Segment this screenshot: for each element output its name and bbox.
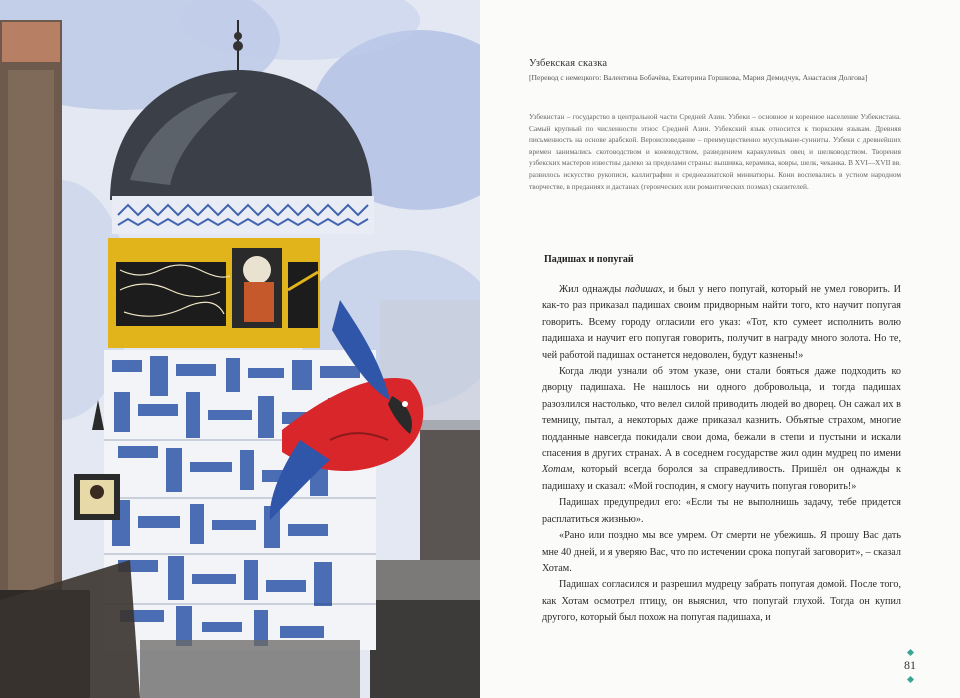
page-number: 81 (904, 658, 916, 672)
story-paragraph-4: «Рано или поздно мы все умрем. От смерти не убежишь. Я прошу Вас дать мне 40 дней, и я уверяю Вас, что по истечении срока попугай заговорит», – сказал Хотам. (542, 530, 901, 574)
story-paragraph-3: Падишах предупредил его: «Если ты не выполнишь задачу, тебе придется расплатиться жизнью». (542, 497, 901, 525)
translation-credit: [Перевод с немецкого: Валентина Бобачёва, Екатерина Горшкова, Мария Демидчук, Анастасия Долгова] (529, 73, 868, 82)
story-paragraph-5: Падишах согласился и разрешил мудрецу забрать попугая домой. После того, как Хотам осмотрел птицу, он выяснил, что попугай глухой. Тогда он купил другого, который был похож на попугая падишаха, и (542, 579, 901, 624)
story-text (542, 282, 901, 627)
diamond-ornament-icon (906, 649, 913, 656)
intro-title: Узбекская сказка (529, 58, 608, 69)
story-paragraph-2: Когда люди узнали об этом указе, они стали бояться даже подходить ко дворцу падишаха. Не нашлось ни одного добровольца, и тогда падишах разозлился настолько, что велел силой приводить людей во дворец. Он сажал их в темницу, пытал, а некоторых даже приказал казнить. Объятые страхом, многие подданные навсегда покидали свои дома, бежали в степи и пустыни и искали спасения в других странах. А в соседнем государстве жил один мудрец по имени Хотам, который всегда боролся за справедливость. Пришёл он однажды к падишаху и сказал: «Мой господин, я смогу научить попугая говорить!» (542, 366, 901, 492)
story-paragraph-1: Жил однажды падишах, и был у него попугай, который не умел говорить. И как-то раз приказал падишах своим придворным найти того, кто научит попугая говорить. Всему городу огласили его указ: «Тот, кто сумеет исполнить волю падишаха и научит его попугая говорить, получит в награду много золота. Но те, чей работой падишах останется недоволен, будут казнены!» (542, 284, 901, 361)
intro-text: Узбекистан – государство в центральной части Средней Азии. Узбеки – основное и коренное население Узбекистана. Самый крупный по численности этнос Средней Азии. Узбекский язык относится к тюркским языкам. Древняя письменность на основе арабской. Вероисповедание – преимущественно мусульмане-сунниты. Узбеки с древнейших времен занимались скотоводством и коневодством, разведением каракулевых овец и шелководством. Творения узбекских мастеров известны далеко за пределами страны: вышивка, керамика, ковры, шелк, чеканка. В XVI—XVII вв. развилось искусство рукописи, каллиграфии и среднеазиатской миниатюры. Кони воспевались в устном народном творчестве, в преданиях и дастанах (героических или романтических поэмах) сказителей. (529, 112, 901, 191)
story-title: Падишах и попугай (544, 254, 634, 265)
page-folio (898, 650, 922, 682)
diamond-ornament-icon (906, 676, 913, 683)
text-page (480, 0, 960, 698)
intro-paragraph (529, 111, 901, 192)
